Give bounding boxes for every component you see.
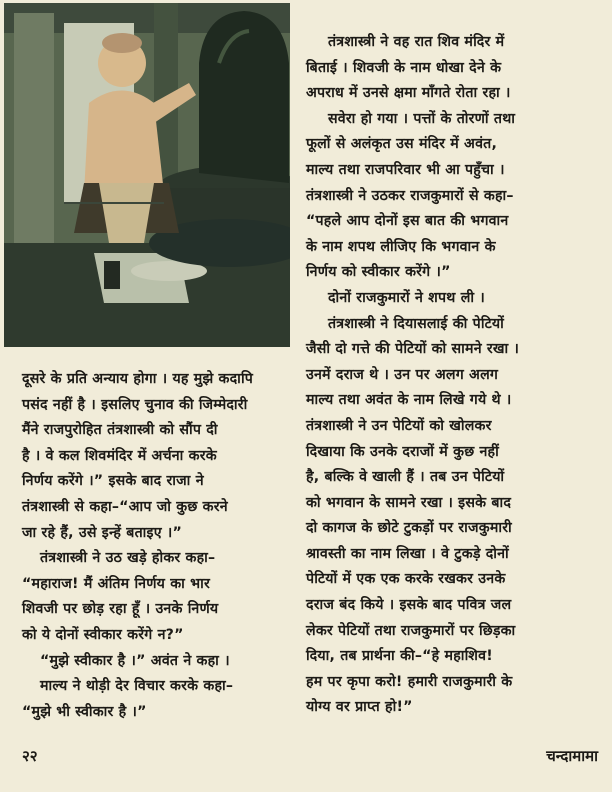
text-line: है । वे कल शिवमंदिर में अर्चना करके xyxy=(22,447,217,464)
right-column-text xyxy=(306,30,602,721)
text-line: “मुझे भी स्वीकार है ।” xyxy=(22,703,147,720)
text-line: माल्य ने थोड़ी देर विचार करके कहा– xyxy=(40,678,234,695)
text-line: माल्य तथा राजपरिवार भी आ पहुँचा । xyxy=(306,161,505,178)
text-line: तंत्रशास्त्री ने वह रात शिव मंदिर में xyxy=(328,34,505,50)
text-line: दूसरे के प्रति अन्याय होगा । यह मुझे कदापि xyxy=(22,371,253,387)
text-line: माल्य तथा अवंत के नाम लिखे गये थे । xyxy=(306,392,512,409)
magazine-name: चन्दामामा xyxy=(546,747,598,765)
text-line: जैसी दो गत्ते की पेटियों को सामने रखा । xyxy=(306,341,520,358)
text-line: “पहले आप दोनों इस बात की भगवान xyxy=(306,213,509,230)
text-line: निर्णय करेंगे ।” इसके बाद राजा ने xyxy=(22,473,204,490)
text-line: योग्य वर प्राप्त हो!” xyxy=(306,699,413,716)
illustration-artwork xyxy=(4,3,290,347)
text-line: “महाराज! मैं अंतिम निर्णय का भार xyxy=(22,575,211,592)
text-line: सवेरा हो गया । पत्तों के तोरणों तथा xyxy=(328,110,516,127)
text-line: लेकर पेटियों तथा राजकुमारों पर छिड़का xyxy=(306,622,516,639)
text-line: को भगवान के सामने रखा । इसके बाद xyxy=(306,494,512,511)
text-line: के नाम शपथ लीजिए कि भगवान के xyxy=(306,238,496,255)
page-number: २२ xyxy=(22,747,38,765)
text-line: दो कागज के छोटे टुकड़ों पर राजकुमारी xyxy=(306,520,512,537)
text-line: अपराध में उनसे क्षमा माँगते रोता रहा । xyxy=(306,85,511,102)
text-line: दोनों राजकुमारों ने शपथ ली । xyxy=(328,289,485,306)
text-line: दिखाया कि उनके दराजों में कुछ नहीं xyxy=(306,443,499,460)
text-line: बिताई । शिवजी के नाम धोखा देने के xyxy=(306,59,502,76)
text-line: शिवजी पर छोड़ रहा हूँ । उनके निर्णय xyxy=(22,601,219,618)
text-line: दराज बंद किये । इसके बाद पवित्र जल xyxy=(306,597,512,614)
text-line: मैंने राजपुरोहित तंत्रशास्त्री को सौंप दी xyxy=(22,422,218,439)
text-line: “मुझे स्वीकार है ।” अवंत ने कहा । xyxy=(40,652,230,669)
left-column-text xyxy=(22,367,294,725)
text-line: फूलों से अलंकृत उस मंदिर में अवंत, xyxy=(306,136,498,153)
text-line: तंत्रशास्त्री ने उन पेटियों को खोलकर xyxy=(306,417,492,434)
text-line: पसंद नहीं है । इसलिए चुनाव की जिम्मेदारी xyxy=(22,396,248,413)
text-line: है, बल्कि वे खाली हैं । तब उन पेटियों xyxy=(306,469,505,486)
text-line: हम पर कृपा करो! हमारी राजकुमारी के xyxy=(306,673,513,690)
text-line: तंत्रशास्त्री ने उठकर राजकुमारों से कहा– xyxy=(306,187,514,204)
text-line: को ये दोनों स्वीकार करेंगे न?” xyxy=(22,626,184,643)
text-line: जा रहे हैं, उसे इन्हें बताइए ।” xyxy=(22,524,182,541)
text-line: उनमें दराज थे । उन पर अलग अलग xyxy=(306,366,499,383)
priest-at-shivling-illustration xyxy=(4,3,290,347)
text-line: तंत्रशास्त्री से कहा–“आप जो कुछ करने xyxy=(22,498,228,515)
text-line: दिया, तब प्रार्थना की–“हे महाशिव! xyxy=(306,648,493,665)
text-line: निर्णय को स्वीकार करेंगे ।” xyxy=(306,264,451,281)
text-line: तंत्रशास्त्री ने उठ खड़े होकर कहा– xyxy=(40,550,216,567)
text-line: श्रावस्ती का नाम लिखा । वे टुकड़े दोनों xyxy=(306,545,509,562)
text-line: तंत्रशास्त्री ने दियासलाई की पेटियों xyxy=(328,315,505,332)
text-line: पेटियों में एक एक करके रखकर उनके xyxy=(306,571,506,588)
